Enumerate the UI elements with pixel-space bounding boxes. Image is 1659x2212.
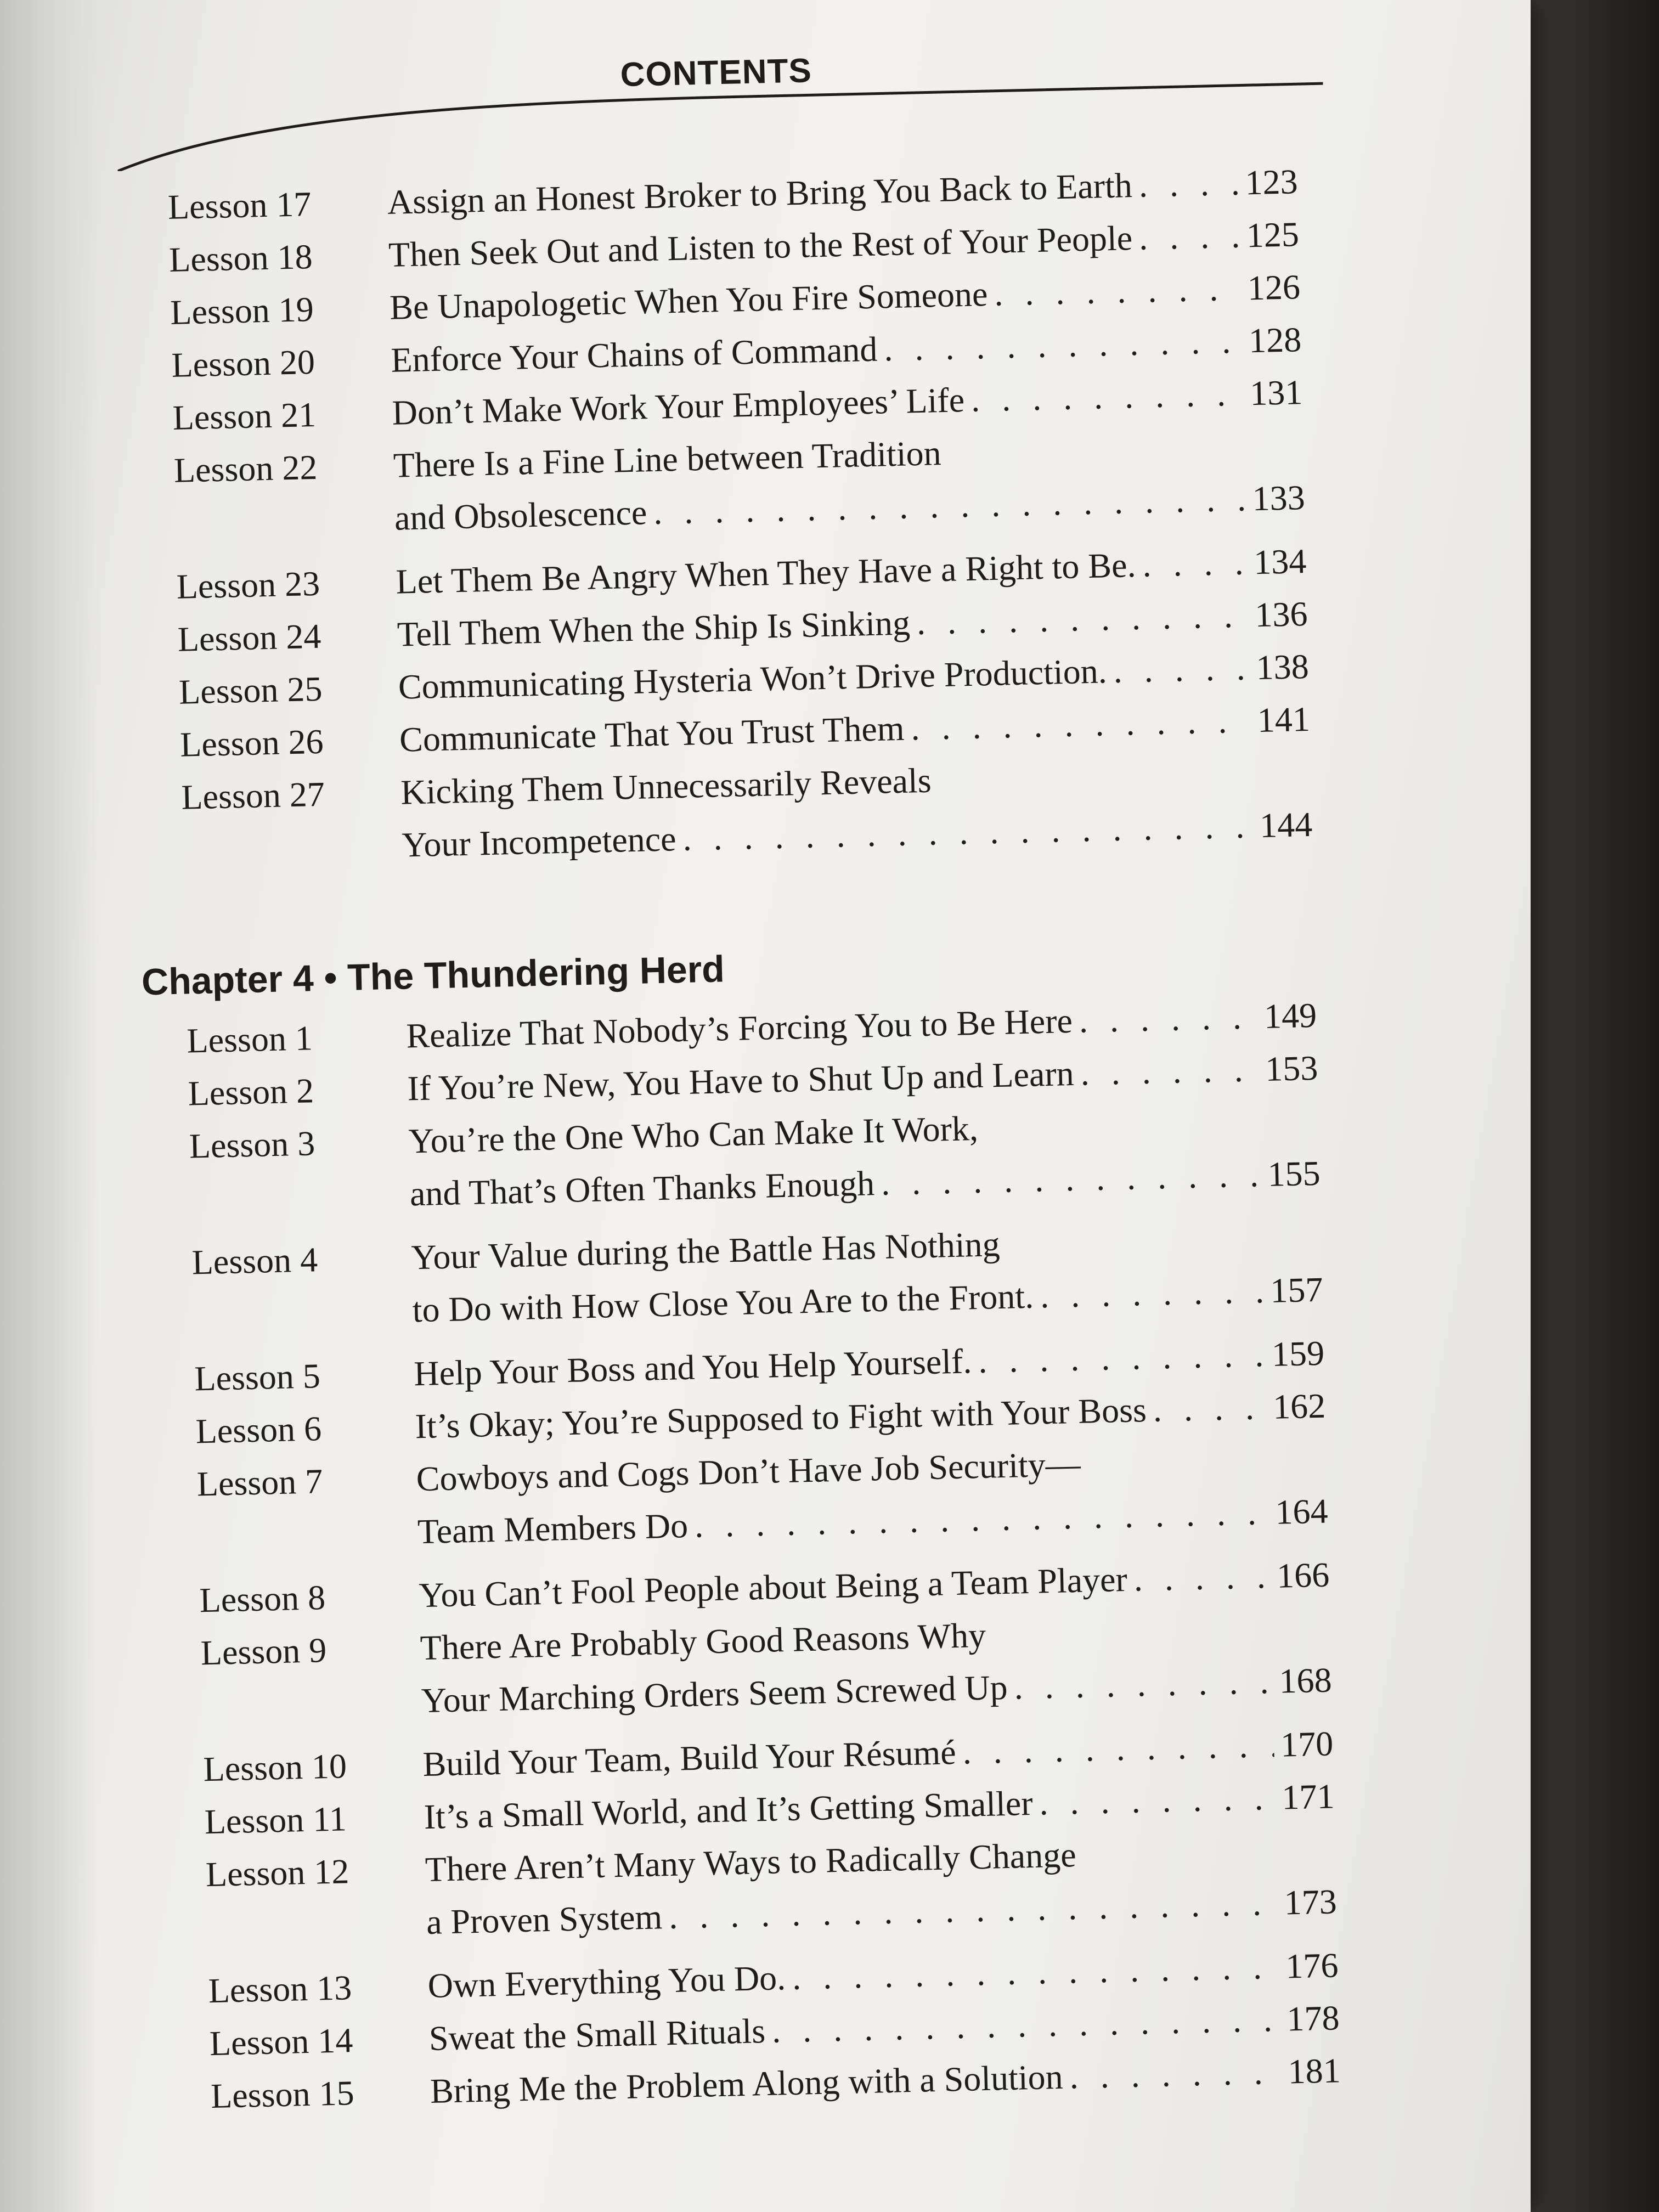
lesson-title: Build Your Team, Build Your Résumé (422, 1733, 957, 1784)
page-number: 153 (1265, 1048, 1319, 1088)
page-number: 181 (1287, 2051, 1341, 2091)
lesson-number: Lesson 7 (196, 1462, 323, 1504)
dot-leader (1079, 990, 1258, 1047)
lesson-number: Lesson 15 (210, 2073, 355, 2116)
lesson-title: It’s Okay; You’re Supposed to Fight with Your Boss (414, 1390, 1147, 1446)
lesson-title: Assign an Honest Broker to Bring You Back to Earth (387, 166, 1133, 222)
dot-leader (1138, 210, 1240, 264)
page-number: 168 (1278, 1660, 1333, 1701)
contents-block (141, 32, 1474, 2188)
page-number: 171 (1281, 1776, 1335, 1817)
toc-entry[interactable] (173, 417, 1383, 550)
page-number: 176 (1285, 1945, 1339, 1986)
page-number: 136 (1254, 594, 1308, 635)
dot-leader (1153, 1381, 1267, 1436)
page-title: CONTENTS (620, 52, 812, 94)
lesson-title: Sweat the Small Rituals (428, 2011, 766, 2058)
page-number: 126 (1247, 267, 1301, 308)
page-number: 173 (1283, 1882, 1338, 1922)
lesson-number: Lesson 13 (208, 1968, 352, 2011)
lesson-number: Lesson 20 (171, 342, 315, 385)
lesson-title: You Can’t Fool People about Being a Team Player (418, 1559, 1128, 1615)
page-number: 155 (1267, 1153, 1321, 1194)
lesson-title: It’s a Small World, and It’s Getting Smaller (423, 1783, 1034, 1837)
lesson-title: Realize That Nobody’s Forcing You to Be Here (405, 1001, 1073, 1056)
page-number: 134 (1253, 541, 1307, 582)
lesson-title-line2: and That’s Often Thanks Enough (409, 1164, 875, 1214)
dot-leader (1039, 1771, 1276, 1830)
dot-leader (962, 1719, 1274, 1779)
lesson-title: Enforce Your Chains of Command (390, 329, 878, 380)
lesson-title: If You’re New, You Have to Shut Up and Learn (407, 1053, 1075, 1108)
lesson-title-line2: and Obsolescence (394, 493, 647, 538)
page-number: 162 (1272, 1386, 1326, 1426)
lesson-number: Lesson 18 (168, 236, 313, 279)
page-number: 138 (1255, 646, 1310, 687)
page-number: 141 (1256, 699, 1311, 740)
lesson-title: Communicate That You Trust Them (399, 708, 905, 759)
lesson-title: Own Everything You Do. (427, 1958, 786, 2006)
lesson-number: Lesson 11 (204, 1799, 347, 1842)
lesson-number: Lesson 22 (173, 447, 318, 490)
dot-leader (881, 1148, 1262, 1210)
toc-entry[interactable] (191, 1209, 1401, 1342)
chapter-heading: Chapter 4 • The Thundering Herd (141, 948, 725, 1003)
dot-leader (1080, 1043, 1259, 1099)
dot-leader (1013, 1655, 1273, 1714)
dot-leader (916, 589, 1249, 649)
lesson-title-line2: Your Marching Orders Seem Screwed Up (421, 1667, 1008, 1720)
lesson-title: Bring Me the Problem Along with a Solution (430, 2057, 1064, 2111)
lesson-title: Be Unapologetic When You Fire Someone (389, 274, 989, 327)
lesson-number: Lesson 21 (172, 394, 317, 437)
lesson-number: Lesson 6 (195, 1409, 322, 1451)
page-number: 131 (1249, 373, 1304, 413)
lesson-title: Tell Them When the Ship Is Sinking (397, 603, 911, 654)
lesson-number: Lesson 4 (191, 1240, 318, 1282)
lesson-title-line1: Your Value during the Battle Has Nothing (410, 1224, 1001, 1277)
lesson-number: Lesson 24 (177, 616, 321, 659)
lesson-number: Lesson 12 (205, 1852, 350, 1894)
page-number: 149 (1263, 995, 1317, 1036)
lesson-number: Lesson 19 (170, 289, 314, 332)
dot-leader (1142, 536, 1248, 591)
lesson-title-line2: to Do with How Close You Are to the Front. (411, 1276, 1034, 1330)
lesson-number: Lesson 9 (200, 1630, 327, 1673)
lesson-title-line2: Your Incompetence (401, 819, 677, 865)
lesson-title-line1: Cowboys and Cogs Don’t Have Job Security— (415, 1444, 1081, 1499)
lesson-title-line2: Team Members Do (417, 1506, 689, 1551)
dot-leader (970, 368, 1244, 426)
page-number: 159 (1271, 1333, 1325, 1374)
dot-leader (1113, 641, 1250, 697)
lesson-number: Lesson 8 (199, 1578, 326, 1620)
toc-entry[interactable] (200, 1599, 1409, 1732)
dot-leader (978, 1328, 1266, 1387)
lesson-number: Lesson 3 (189, 1124, 315, 1166)
lesson-title-line1: There Are Probably Good Reasons Why (419, 1615, 986, 1668)
page-number: 178 (1286, 1998, 1340, 2039)
lesson-title-line1: There Aren’t Many Ways to Radically Change (425, 1835, 1077, 1889)
page-number: 166 (1276, 1555, 1330, 1595)
lesson-number: Lesson 10 (202, 1746, 347, 1789)
lesson-title-line1: There Is a Fine Line between Tradition (393, 433, 942, 485)
page-number: 144 (1259, 804, 1313, 845)
page-gutter-shadow (0, 0, 99, 2212)
lesson-title: Help Your Boss and You Help Yourself. (413, 1341, 973, 1393)
lesson-number: Lesson 23 (176, 563, 320, 606)
toc-entry[interactable] (205, 1821, 1414, 1954)
lesson-title: Don’t Make Work Your Employees’ Life (391, 380, 965, 432)
toc-entry[interactable] (196, 1430, 1406, 1563)
header-rule (116, 67, 1324, 171)
dot-leader (994, 262, 1242, 320)
lesson-number: Lesson 27 (180, 774, 325, 817)
lesson-number: Lesson 25 (178, 669, 323, 712)
lesson-number: Lesson 17 (167, 184, 312, 227)
page-number: 164 (1274, 1491, 1329, 1532)
dot-leader (1040, 1265, 1265, 1322)
lesson-title: Communicating Hysteria Won’t Drive Production. (398, 651, 1108, 707)
toc-entry[interactable] (189, 1093, 1398, 1226)
background-surface (1516, 0, 1659, 2212)
lesson-title: Then Seek Out and Listen to the Rest of Your People (388, 218, 1133, 274)
page-number: 125 (1245, 215, 1300, 255)
dot-leader (910, 694, 1251, 754)
page-number: 128 (1248, 320, 1302, 360)
dot-leader (1138, 157, 1239, 212)
lesson-title-line1: You’re the One Who Can Make It Work, (408, 1108, 979, 1161)
page-number: 157 (1269, 1269, 1324, 1310)
dot-leader (883, 315, 1243, 376)
lesson-number: Lesson 5 (194, 1356, 321, 1398)
page-number: 133 (1251, 478, 1306, 518)
page-number: 123 (1244, 162, 1299, 202)
lesson-title: Let Them Be Angry When They Have a Right to Be. (395, 545, 1137, 601)
dot-leader (1133, 1550, 1271, 1606)
page-number: 170 (1280, 1724, 1334, 1764)
lesson-number: Lesson 14 (209, 2021, 354, 2063)
toc-entry[interactable] (180, 744, 1390, 877)
lesson-number: Lesson 2 (187, 1071, 314, 1113)
lesson-number: Lesson 26 (179, 721, 324, 764)
dot-leader (1069, 2046, 1282, 2103)
lesson-title-line1: Kicking Them Unnecessarily Reveals (400, 760, 932, 812)
lesson-number: Lesson 1 (186, 1018, 313, 1060)
lesson-title-line2: a Proven System (426, 1897, 663, 1942)
